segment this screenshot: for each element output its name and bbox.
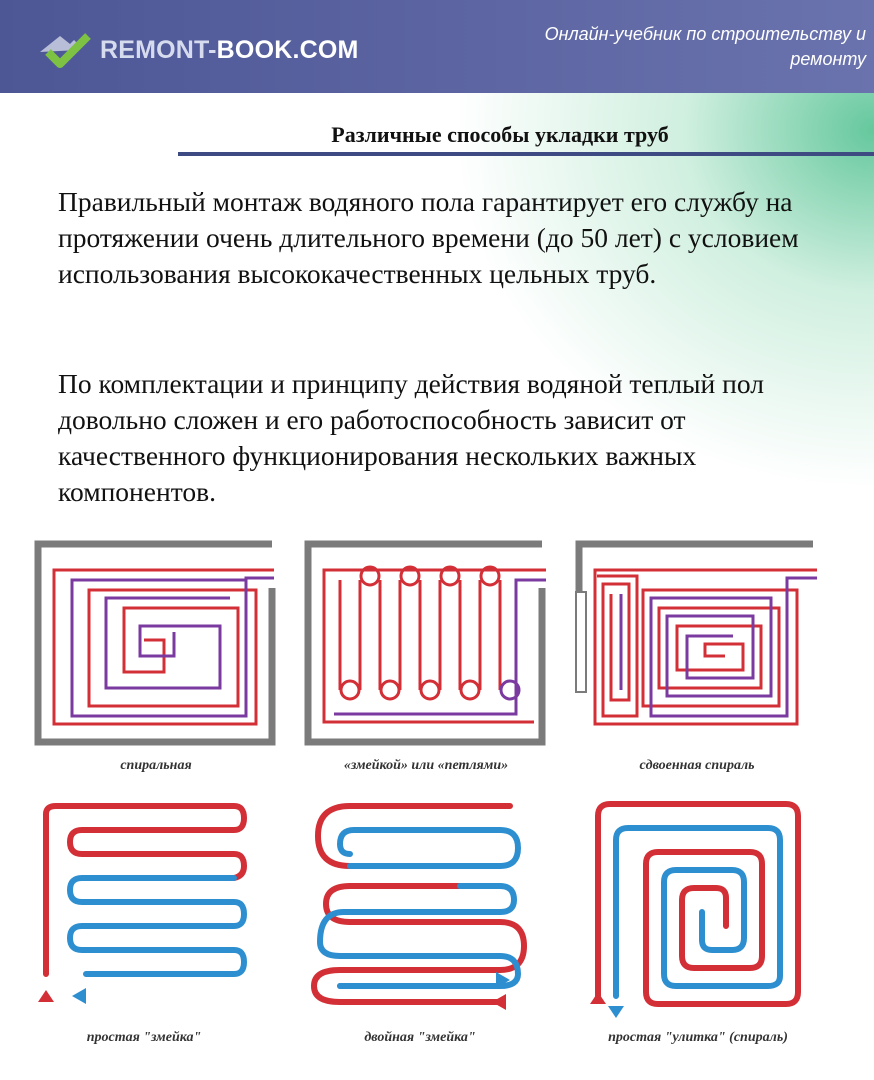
pipe-blue — [70, 878, 244, 974]
logo-house-check-icon — [38, 30, 94, 70]
caption-double-spiral: сдвоенная спираль — [639, 758, 755, 773]
caption-loops: «змейкой» или «петлями» — [343, 758, 509, 773]
diagram-simple-snake — [34, 796, 250, 1012]
diagram-spiral — [34, 540, 278, 746]
page-title: Различные способы укладки труб — [331, 122, 669, 147]
pipe-purple — [621, 578, 817, 716]
paragraph-1: Правильный монтаж водяного пола гарантирует его службу на протяжении очень длительного времени (до 50 лет) с условием использования высококачественных цельных труб. — [58, 186, 799, 289]
site-header — [0, 0, 874, 93]
flow-left-arrow-icon — [72, 988, 86, 1004]
pipe-red — [595, 570, 817, 724]
diagram-snail-spiral — [586, 796, 810, 1018]
flow-up-arrow-icon — [38, 990, 54, 1002]
pipe-red — [598, 804, 798, 1004]
diagram-loops — [304, 540, 548, 746]
paragraph-2: По комплектации и принципу действия водяной теплый пол довольно сложен и его работоспособность зависит от качественного функционирования нескольких важных компонентов. — [58, 368, 764, 507]
logo-text-part1: REMONT- — [100, 35, 217, 64]
site-logo[interactable] — [38, 30, 359, 70]
door-opening — [576, 592, 586, 692]
caption-snail-spiral: простая "улитка" (спираль) — [608, 1030, 788, 1045]
logo-text-part2: BOOK.COM — [216, 35, 359, 64]
caption-simple-snake: простая "змейка" — [86, 1030, 202, 1045]
pipe-purple — [72, 578, 274, 716]
flow-up-arrow-icon — [590, 992, 606, 1004]
room-walls — [308, 544, 542, 742]
diagram-double-spiral — [575, 540, 819, 746]
pipe-red — [54, 570, 274, 724]
title-underline — [178, 152, 874, 156]
logo-text — [100, 36, 359, 65]
caption-spiral: спиральная — [120, 758, 192, 773]
diagram-double-snake — [310, 796, 530, 1012]
pipe-blue — [320, 830, 518, 986]
site-tagline: Онлайн-учебник по строительству и ремонту — [544, 24, 866, 69]
flow-down-arrow-icon — [608, 1006, 624, 1018]
flow-left-arrow-icon — [492, 994, 506, 1010]
caption-double-snake: двойная "змейка" — [364, 1030, 476, 1045]
